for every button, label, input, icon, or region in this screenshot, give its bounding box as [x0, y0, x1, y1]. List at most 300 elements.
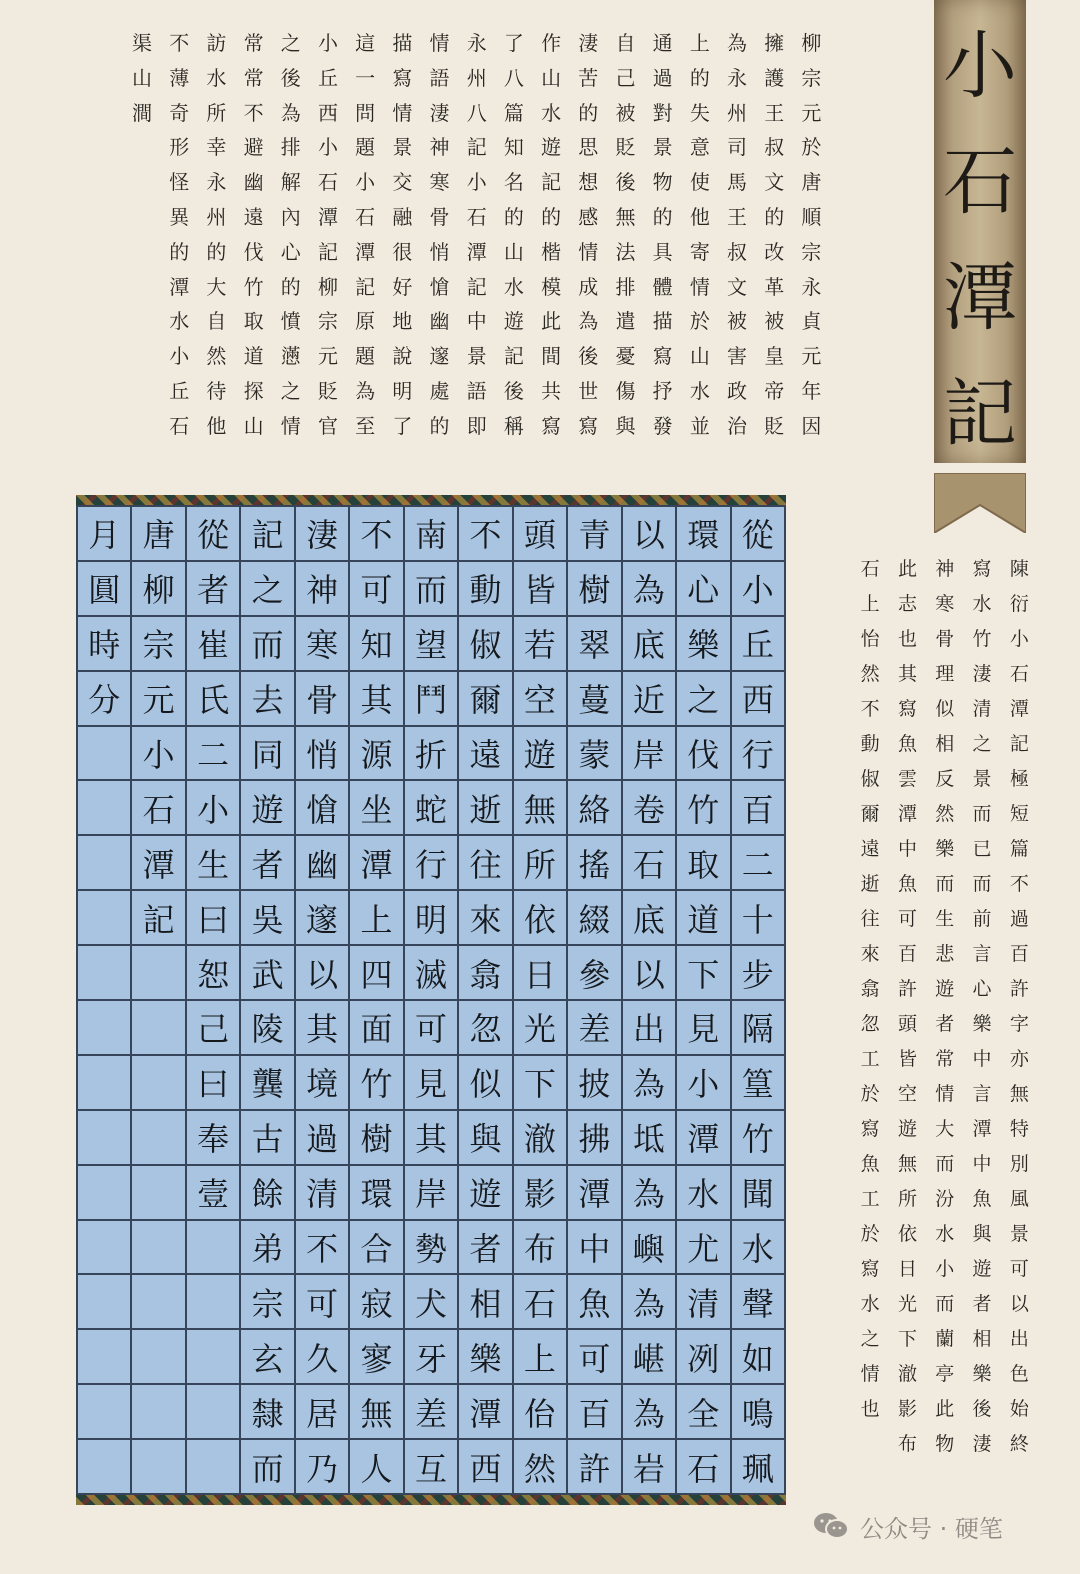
intro-column — [421, 26, 458, 444]
character: 似 — [935, 698, 955, 720]
character: 光 — [897, 1293, 917, 1315]
character: 神 — [429, 135, 450, 160]
character: 景 — [972, 768, 992, 790]
intro-column — [756, 26, 793, 444]
grid-cell: 道 — [677, 891, 731, 946]
grid-cell: 其 — [296, 1001, 350, 1056]
grid-cell — [187, 1221, 241, 1276]
grid-cell: 望 — [405, 617, 459, 672]
character: 間 — [541, 344, 562, 369]
ribbon-tail — [934, 473, 1026, 533]
character: 擁 — [764, 31, 785, 55]
character: 貶 — [615, 135, 636, 160]
character: 年 — [801, 378, 822, 403]
character: 宗 — [801, 65, 822, 90]
character: 前 — [972, 908, 992, 930]
grid-cell: 行 — [405, 836, 459, 891]
character: 使 — [689, 170, 710, 195]
grid-cell — [78, 1330, 132, 1385]
character: 順 — [801, 204, 822, 229]
character: 魚 — [972, 1188, 992, 1210]
character: 與 — [972, 1223, 992, 1245]
character: 別 — [1009, 1153, 1029, 1175]
character: 百 — [897, 943, 917, 965]
character: 情 — [429, 31, 450, 55]
character: 苦 — [578, 65, 599, 90]
grid-cell: 翠 — [568, 617, 622, 672]
character: 以 — [1009, 1293, 1029, 1315]
character: 不 — [243, 100, 264, 125]
character: 宗 — [317, 309, 338, 334]
grid-cell: 行 — [732, 727, 786, 782]
grid-cell: 而 — [405, 562, 459, 617]
character: 語 — [429, 65, 450, 90]
character: 小 — [1009, 628, 1029, 650]
character: 王 — [727, 204, 748, 229]
character: 潭 — [1009, 698, 1029, 720]
character: 澈 — [897, 1363, 917, 1385]
grid-cell: 若 — [514, 617, 568, 672]
grid-cell: 不 — [350, 507, 404, 562]
intro-column — [681, 26, 718, 444]
character: 的 — [169, 239, 190, 264]
grid-cell: 為 — [623, 562, 677, 617]
character: 骨 — [935, 628, 955, 650]
grid-cell — [78, 946, 132, 1001]
grid-cell: 不 — [296, 1221, 350, 1276]
character: 上 — [860, 593, 880, 615]
character: 記 — [466, 135, 487, 160]
character: 樂 — [972, 1013, 992, 1035]
grid-cell: 餘 — [241, 1166, 295, 1221]
character: 終 — [1009, 1433, 1029, 1455]
character: 石 — [317, 170, 338, 195]
character: 名 — [503, 170, 524, 195]
character: 樂 — [972, 1363, 992, 1385]
character: 寫 — [652, 344, 673, 369]
character: 景 — [466, 344, 487, 369]
character: 寒 — [935, 593, 955, 615]
character: 明 — [392, 378, 413, 403]
grid-cell: 寂 — [350, 1275, 404, 1330]
grid-cell: 俶 — [459, 617, 513, 672]
grid-cell: 逝 — [459, 781, 513, 836]
grid-cell: 出 — [623, 1001, 677, 1056]
character: 的 — [280, 274, 301, 299]
character: 了 — [503, 31, 524, 55]
grid-cell: 人 — [350, 1440, 404, 1495]
grid-cell: 布 — [514, 1221, 568, 1276]
grid-cell — [132, 1056, 186, 1111]
grid-cell: 唐 — [132, 507, 186, 562]
character: 寫 — [897, 698, 917, 720]
character: 而 — [972, 803, 992, 825]
character: 中 — [897, 838, 917, 860]
grid-cell: 澈 — [514, 1111, 568, 1166]
intro-text-block — [123, 26, 830, 444]
character: 奇 — [169, 100, 190, 125]
character: 竹 — [243, 274, 264, 299]
character: 此 — [541, 309, 562, 334]
grid-cell: 其 — [405, 1111, 459, 1166]
character: 柳 — [317, 274, 338, 299]
grid-cell: 差 — [568, 1001, 622, 1056]
character: 怪 — [169, 170, 190, 195]
grid-cell: 日 — [514, 946, 568, 1001]
character: 水 — [169, 309, 190, 334]
character: 丘 — [317, 65, 338, 90]
character: 失 — [689, 100, 710, 125]
grid-cell: 鳴 — [732, 1385, 786, 1440]
character: 動 — [860, 733, 880, 755]
grid-cell: 從 — [732, 507, 786, 562]
grid-cell: 動 — [459, 562, 513, 617]
grid-cell: 圓 — [78, 562, 132, 617]
character: 成 — [578, 274, 599, 299]
character: 傷 — [615, 378, 636, 403]
grid-cell: 頭 — [514, 507, 568, 562]
grid-cell: 石 — [132, 781, 186, 836]
character: 永 — [206, 170, 227, 195]
grid-cell: 奉 — [187, 1111, 241, 1166]
character: 出 — [1009, 1328, 1029, 1350]
character: 丘 — [169, 378, 190, 403]
character: 具 — [652, 239, 673, 264]
commentary-text-block — [852, 552, 1038, 1462]
intro-column — [495, 26, 532, 444]
grid-cell: 愴 — [296, 781, 350, 836]
character: 而 — [935, 1153, 955, 1175]
intro-column — [309, 26, 346, 444]
character: 水 — [935, 1223, 955, 1245]
character: 抒 — [652, 378, 673, 403]
character: 然 — [206, 344, 227, 369]
grid-cell: 己 — [187, 1001, 241, 1056]
grid-cell: 往 — [459, 836, 513, 891]
character: 貶 — [317, 378, 338, 403]
character: 空 — [897, 1083, 917, 1105]
character: 八 — [466, 100, 487, 125]
character: 排 — [615, 274, 636, 299]
character: 寫 — [972, 558, 992, 580]
grid-cell: 遠 — [459, 727, 513, 782]
grid-cell: 過 — [296, 1111, 350, 1166]
character: 好 — [392, 274, 413, 299]
grid-cell: 環 — [350, 1166, 404, 1221]
grid-cell: 玄 — [241, 1330, 295, 1385]
character: 寫 — [860, 1118, 880, 1140]
grid-cell: 百 — [568, 1385, 622, 1440]
grid-cell: 皆 — [514, 562, 568, 617]
character: 景 — [392, 135, 413, 160]
character: 過 — [1009, 908, 1029, 930]
grid-cell: 元 — [132, 672, 186, 727]
grid-cell: 清 — [677, 1275, 731, 1330]
character: 而 — [972, 873, 992, 895]
character: 石 — [860, 558, 880, 580]
grid-cell: 滅 — [405, 946, 459, 1001]
character: 上 — [689, 31, 710, 55]
character: 元 — [317, 344, 338, 369]
character: 憤 — [280, 309, 301, 334]
character: 被 — [764, 309, 785, 334]
grid-cell: 時 — [78, 617, 132, 672]
grid-cell: 坐 — [350, 781, 404, 836]
character: 的 — [206, 239, 227, 264]
character: 感 — [578, 204, 599, 229]
grid-cell: 相 — [459, 1275, 513, 1330]
grid-cell: 蒙 — [568, 727, 622, 782]
character: 衍 — [1009, 593, 1029, 615]
character: 的 — [429, 413, 450, 438]
character: 元 — [801, 100, 822, 125]
character: 形 — [169, 135, 190, 160]
grid-cell: 翕 — [459, 946, 513, 1001]
character: 他 — [689, 204, 710, 229]
character: 依 — [897, 1223, 917, 1245]
character: 皇 — [764, 344, 785, 369]
grid-cell: 依 — [514, 891, 568, 946]
commentary-column — [889, 552, 926, 1462]
character: 體 — [652, 274, 673, 299]
character: 淒 — [972, 1433, 992, 1455]
grid-cell: 曰 — [187, 1056, 241, 1111]
grid-cell: 忽 — [459, 1001, 513, 1056]
character: 處 — [429, 378, 450, 403]
grid-cell: 隸 — [241, 1385, 295, 1440]
commentary-column — [926, 552, 963, 1462]
character: 常 — [243, 65, 264, 90]
grid-cell: 坻 — [623, 1111, 677, 1166]
character: 相 — [972, 1328, 992, 1350]
title-character: 小 — [943, 23, 1017, 109]
character: 遣 — [615, 309, 636, 334]
grid-cell: 樂 — [677, 617, 731, 672]
character: 後 — [578, 344, 599, 369]
grid-cell: 篁 — [732, 1056, 786, 1111]
character: 情 — [280, 413, 301, 438]
character: 山 — [503, 239, 524, 264]
character: 描 — [392, 31, 413, 55]
character: 相 — [935, 733, 955, 755]
grid-cell: 記 — [241, 507, 295, 562]
grid-cell: 以 — [623, 507, 677, 562]
character: 邃 — [429, 344, 450, 369]
character: 說 — [392, 344, 413, 369]
character: 小 — [935, 1258, 955, 1280]
character: 自 — [206, 309, 227, 334]
character: 己 — [615, 65, 636, 90]
intro-column — [718, 26, 755, 444]
grid-cell: 可 — [405, 1001, 459, 1056]
character: 無 — [897, 1153, 917, 1175]
grid-cell — [78, 1056, 132, 1111]
calligraphy-grid — [76, 505, 786, 1495]
character: 常 — [243, 31, 264, 55]
grid-cell — [78, 891, 132, 946]
grid-cell: 樹 — [350, 1111, 404, 1166]
grid-cell: 遊 — [459, 1166, 513, 1221]
character: 問 — [355, 100, 376, 125]
character: 所 — [206, 100, 227, 125]
grid-cell: 以 — [623, 946, 677, 1001]
intro-column — [235, 26, 272, 444]
grid-cell: 龔 — [241, 1056, 295, 1111]
grid-cell: 石 — [677, 1440, 731, 1495]
character: 寫 — [392, 65, 413, 90]
character: 八 — [503, 65, 524, 90]
character: 小 — [169, 344, 190, 369]
character: 而 — [935, 1293, 955, 1315]
character: 淒 — [972, 663, 992, 685]
character: 至 — [355, 413, 376, 438]
character: 此 — [897, 558, 917, 580]
character: 山 — [243, 413, 264, 438]
grid-cell: 折 — [405, 727, 459, 782]
character: 魚 — [897, 733, 917, 755]
character: 寫 — [578, 413, 599, 438]
intro-column — [198, 26, 235, 444]
character: 言 — [972, 1083, 992, 1105]
character: 魚 — [897, 873, 917, 895]
character: 心 — [280, 239, 301, 264]
grid-cell — [132, 1440, 186, 1495]
character: 而 — [935, 873, 955, 895]
grid-cell: 潭 — [677, 1111, 731, 1166]
character: 貞 — [801, 309, 822, 334]
grid-cell: 弟 — [241, 1221, 295, 1276]
grid-cell: 百 — [732, 781, 786, 836]
grid-cell: 武 — [241, 946, 295, 1001]
character: 中 — [466, 309, 487, 334]
wechat-icon — [812, 1511, 850, 1541]
grid-cell: 為 — [623, 1056, 677, 1111]
character: 百 — [1009, 943, 1029, 965]
character: 世 — [578, 378, 599, 403]
intro-column — [607, 26, 644, 444]
grid-cell: 四 — [350, 946, 404, 1001]
grid-cell — [78, 836, 132, 891]
character: 了 — [392, 413, 413, 438]
character: 幽 — [429, 309, 450, 334]
watermark-text: 公众号 · 硬笔 — [860, 1514, 1003, 1543]
character: 語 — [466, 378, 487, 403]
grid-cell: 下 — [677, 946, 731, 1001]
character: 無 — [1009, 1083, 1029, 1105]
grid-cell: 寒 — [296, 617, 350, 672]
character: 中 — [972, 1153, 992, 1175]
character: 記 — [355, 274, 376, 299]
character: 愴 — [429, 274, 450, 299]
character: 風 — [1009, 1188, 1029, 1210]
character: 亭 — [935, 1363, 955, 1385]
character: 其 — [897, 663, 917, 685]
character: 忽 — [860, 1013, 880, 1035]
grid-cell: 淒 — [296, 507, 350, 562]
character: 遊 — [503, 309, 524, 334]
grid-cell: 然 — [514, 1440, 568, 1495]
character: 稱 — [503, 413, 524, 438]
intro-column — [347, 26, 384, 444]
character: 州 — [206, 204, 227, 229]
grid-cell: 而 — [241, 617, 295, 672]
character: 革 — [764, 274, 785, 299]
character: 內 — [280, 204, 301, 229]
grid-cell: 分 — [78, 672, 132, 727]
character: 特 — [1009, 1118, 1029, 1140]
grid-cell: 幽 — [296, 836, 350, 891]
grid-cell: 隔 — [732, 1001, 786, 1056]
character: 懣 — [280, 344, 301, 369]
character: 此 — [935, 1398, 955, 1420]
character: 即 — [466, 413, 487, 438]
grid-cell — [78, 1166, 132, 1221]
character: 西 — [317, 100, 338, 125]
character: 潭 — [317, 204, 338, 229]
character: 爾 — [860, 803, 880, 825]
character: 改 — [764, 239, 785, 264]
grid-cell: 岸 — [405, 1166, 459, 1221]
character: 小 — [317, 135, 338, 160]
character: 交 — [392, 170, 413, 195]
character: 常 — [935, 1048, 955, 1070]
character: 物 — [652, 170, 673, 195]
grid-cell: 佁 — [514, 1385, 568, 1440]
character: 生 — [935, 908, 955, 930]
character: 遊 — [541, 135, 562, 160]
character: 大 — [206, 274, 227, 299]
grid-cell: 似 — [459, 1056, 513, 1111]
grid-cell: 丘 — [732, 617, 786, 672]
character: 於 — [860, 1223, 880, 1245]
character: 作 — [541, 31, 562, 55]
grid-cell: 竹 — [350, 1056, 404, 1111]
grid-cell: 蛇 — [405, 781, 459, 836]
character: 山 — [689, 344, 710, 369]
grid-cell: 聞 — [732, 1166, 786, 1221]
character: 宗 — [801, 239, 822, 264]
character: 元 — [801, 344, 822, 369]
intro-column — [123, 26, 160, 444]
grid-cell: 心 — [677, 562, 731, 617]
character: 王 — [764, 100, 785, 125]
grid-cell: 嶼 — [623, 1221, 677, 1276]
grid-cell: 者 — [241, 836, 295, 891]
character: 後 — [615, 170, 636, 195]
character: 情 — [935, 1083, 955, 1105]
character: 一 — [355, 65, 376, 90]
intro-column — [644, 26, 681, 444]
character: 亦 — [1009, 1048, 1029, 1070]
grid-cell: 影 — [514, 1166, 568, 1221]
character: 志 — [897, 593, 917, 615]
character: 渠 — [132, 31, 153, 55]
character: 樂 — [935, 838, 955, 860]
grid-cell: 犬 — [405, 1275, 459, 1330]
grid-cell: 明 — [405, 891, 459, 946]
intro-column — [384, 26, 421, 444]
watermark — [812, 1508, 1003, 1544]
character: 題 — [355, 135, 376, 160]
character: 山 — [132, 65, 153, 90]
grid-cell: 小 — [132, 727, 186, 782]
character: 潭 — [169, 274, 190, 299]
character: 這 — [355, 31, 376, 55]
character: 文 — [764, 170, 785, 195]
grid-cell: 環 — [677, 507, 731, 562]
commentary-column — [852, 552, 889, 1462]
character: 悲 — [935, 943, 955, 965]
